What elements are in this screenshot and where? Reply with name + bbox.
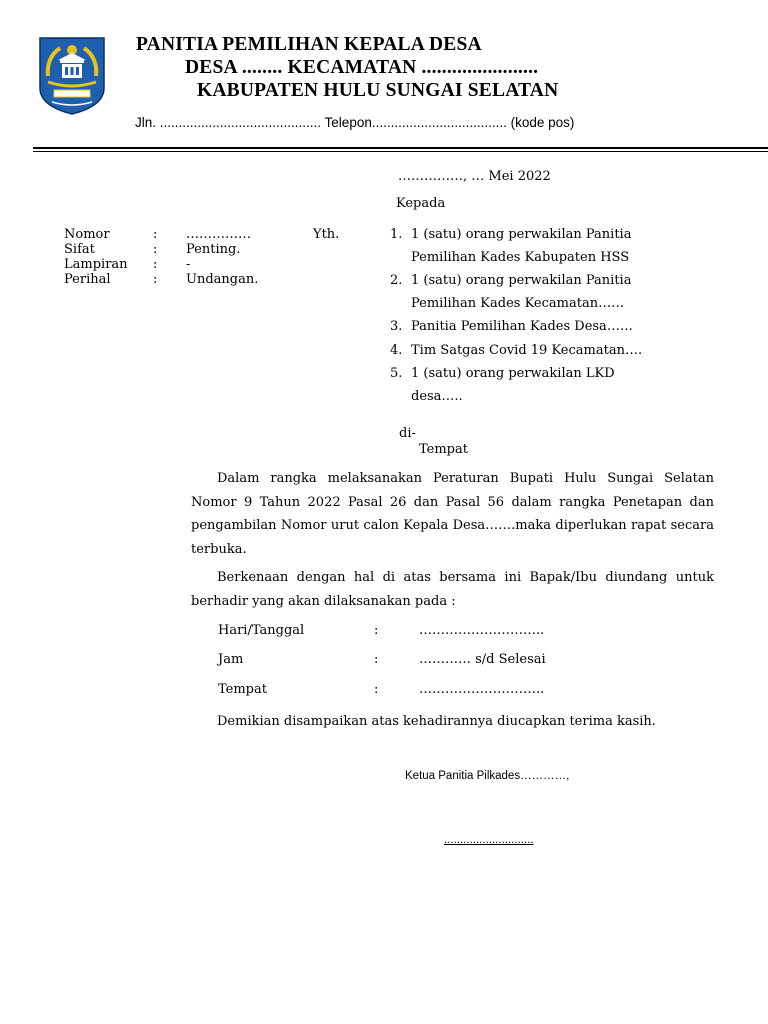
meta-value: Penting.	[186, 242, 241, 257]
recipient-number: 2.	[390, 273, 403, 288]
body-paragraph-closing: Demikian disampaikan atas kehadirannya diucapkan terima kasih.	[217, 714, 656, 729]
meta-sep: :	[153, 257, 158, 272]
detail-label: Hari/Tanggal	[218, 623, 305, 638]
recipient-line: Pemilihan Kades Kecamatan……	[411, 296, 625, 311]
recipient-number: 1.	[390, 227, 403, 242]
recipient-line: 1 (satu) orang perwakilan Panitia	[411, 273, 632, 288]
header-line-3: KABUPATEN HULU SUNGAI SELATAN	[197, 80, 559, 101]
detail-row-place	[218, 682, 638, 700]
body-paragraph-1: Dalam rangka melaksanakan Peraturan Bupati Hulu Sungai Selatan Nomor 9 Tahun 2022 Pasal 26 dan Pasal 56 dalam rangka Penetapan dan pengambilan Nomor urut calon Kepala Desa…….maka diperlukan rapat secara terbuka.	[191, 471, 714, 557]
detail-row-date	[218, 623, 638, 641]
di-label: di-	[399, 426, 416, 441]
meta-value: ……………	[186, 227, 251, 242]
recipient-number: 5.	[390, 366, 403, 381]
detail-sep: :	[374, 652, 379, 667]
meta-value: Undangan.	[186, 272, 259, 287]
detail-value: ………………………..	[419, 623, 545, 638]
date-line: ……………, … Mei 2022	[398, 169, 551, 184]
meta-sep: :	[153, 242, 158, 257]
meta-sep: :	[153, 227, 158, 242]
detail-value: ………………………..	[419, 682, 545, 697]
meta-sep: :	[153, 272, 158, 287]
recipient-line: desa…..	[411, 389, 463, 404]
detail-row-time	[218, 652, 638, 670]
header-rule-thick	[33, 147, 768, 149]
detail-label: Tempat	[218, 682, 267, 697]
recipient-line: 1 (satu) orang perwakilan LKD	[411, 366, 615, 381]
header-rule-thin	[33, 151, 768, 152]
recipient-line: Panitia Pemilihan Kades Desa……	[411, 319, 633, 334]
regency-emblem-icon	[38, 36, 106, 116]
meta-label: Nomor	[64, 227, 110, 242]
meta-label: Lampiran	[64, 257, 128, 272]
recipient-line: 1 (satu) orang perwakilan Panitia	[411, 227, 632, 242]
detail-label: Jam	[218, 652, 244, 667]
detail-sep: :	[374, 623, 379, 638]
body-paragraph-2: Berkenaan dengan hal di atas bersama ini Bapak/Ibu diundang untuk berhadir yang akan dilaksanakan pada :	[191, 570, 714, 609]
meta-label: Sifat	[64, 242, 95, 257]
recipient-line: Pemilihan Kades Kabupaten HSS	[411, 250, 630, 265]
signature-title: Ketua Panitia Pilkades…………,	[405, 770, 570, 782]
recipient-number: 4.	[390, 343, 403, 358]
tempat-label: Tempat	[419, 442, 468, 457]
kepada-label: Kepada	[396, 196, 446, 211]
header-line-2: DESA ........ KECAMATAN .......................	[185, 57, 539, 78]
meta-label: Perihal	[64, 272, 111, 287]
header-line-1: PANITIA PEMILIHAN KEPALA DESA	[136, 34, 482, 55]
recipient-number: 3.	[390, 319, 403, 334]
header-address: Jln. ........................................... Telepon.................................... (kode pos)	[135, 115, 575, 130]
recipient-line: Tim Satgas Covid 19 Kecamatan….	[411, 343, 643, 358]
detail-sep: :	[374, 682, 379, 697]
detail-value: ………… s/d Selesai	[419, 652, 546, 667]
meta-value: -	[186, 257, 191, 272]
yth-label: Yth.	[313, 227, 340, 242]
signature-name: ............................	[444, 834, 534, 846]
